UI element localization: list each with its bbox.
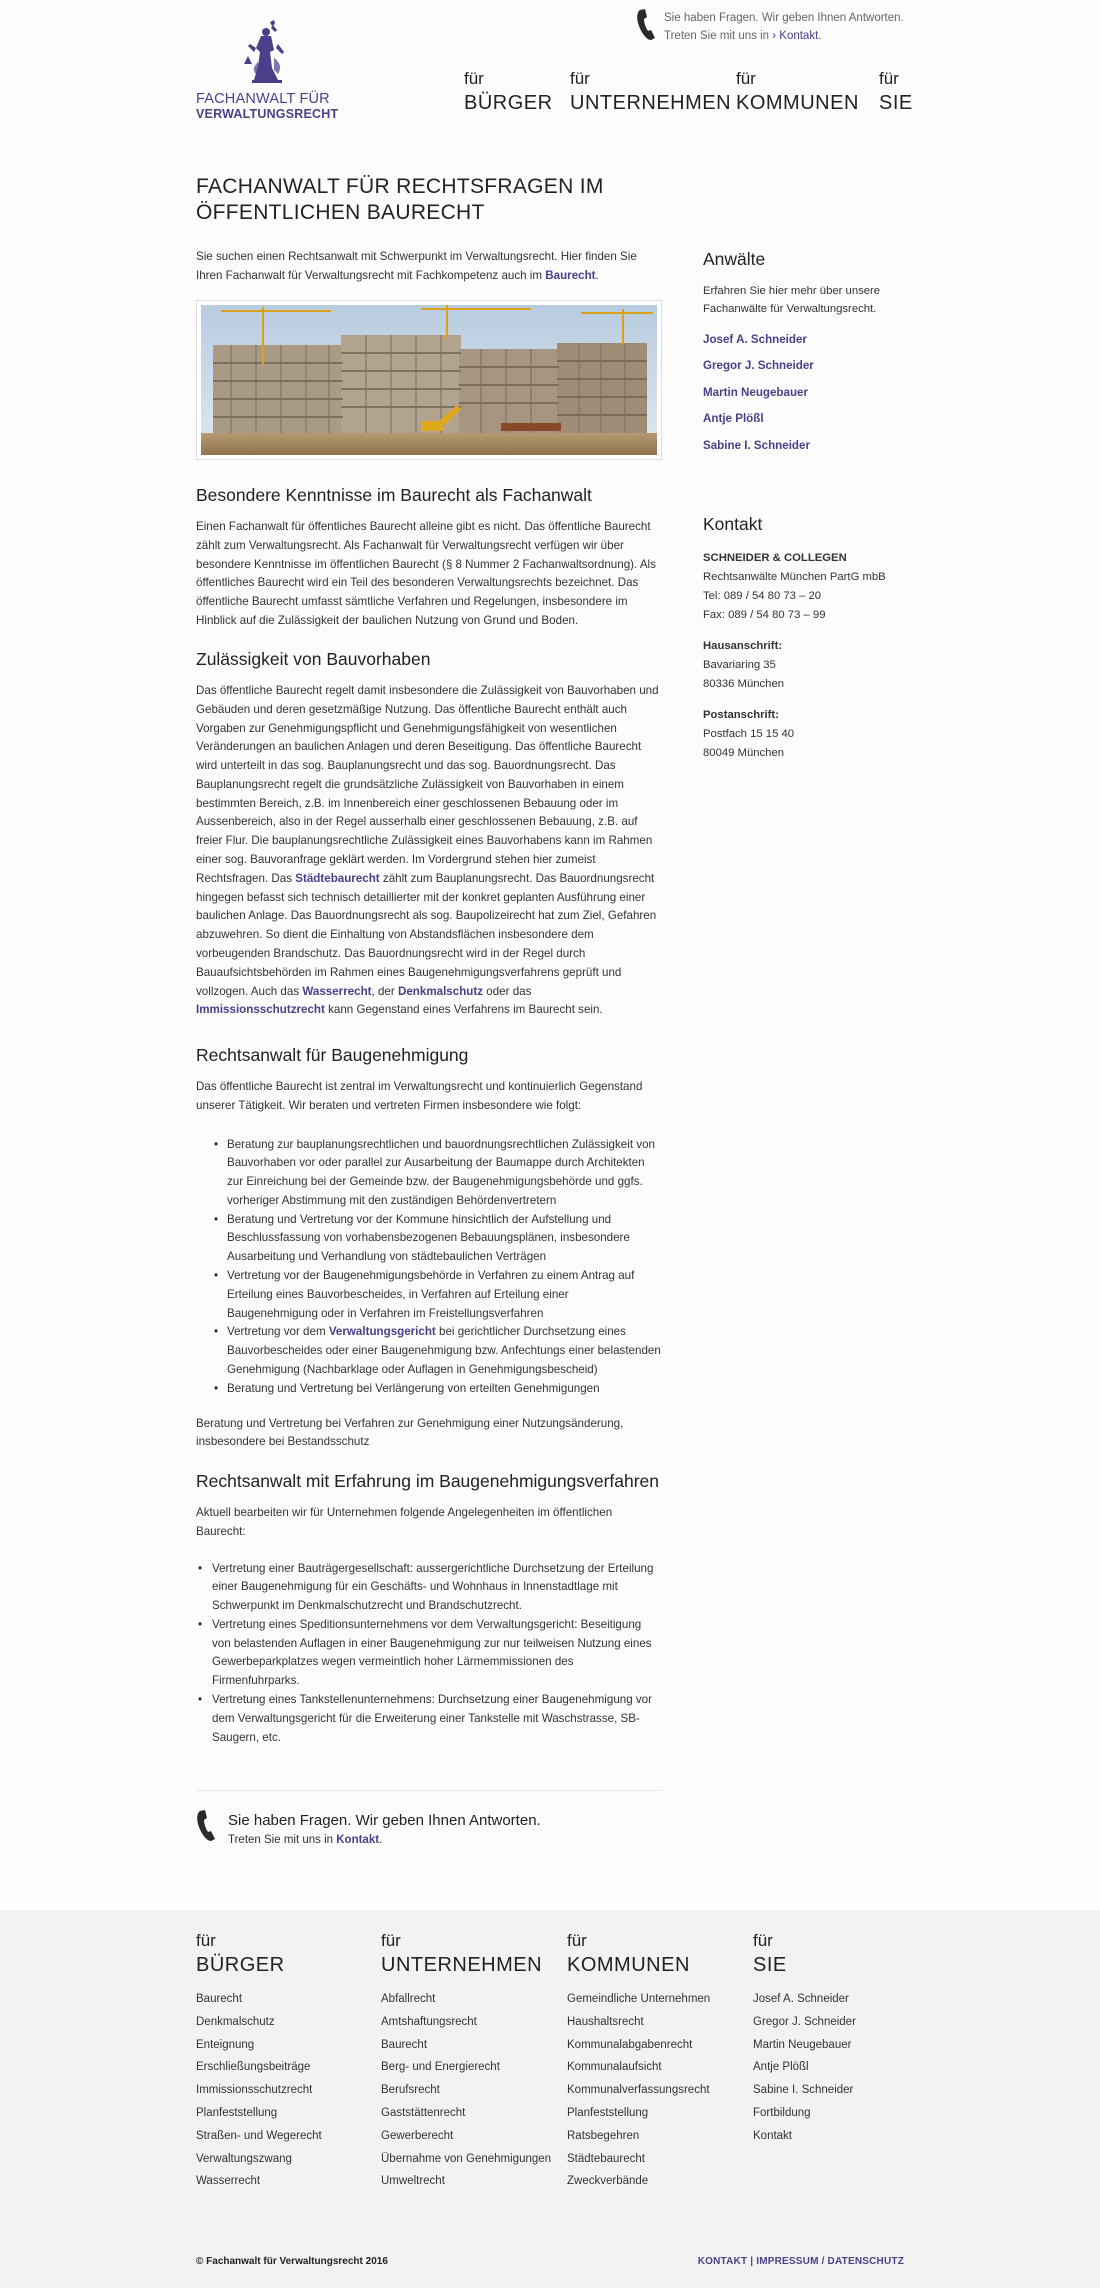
footer-link[interactable]: Städtebaurecht [567, 2152, 646, 2165]
text-part: Das öffentliche Baurecht regelt damit insbesondere die Zulässigkeit von Bauvorhaben und Gebäuden und deren gesetzmäßige Nutzung. Das öffentliche Baurecht enthält auch Vorgaben zur Genehmigungspflicht und Genehmigungsfähigkeit von wesentlichen Veränderungen an baulichen Anlagen und deren Beseitigung. Das öffentliche Baurecht wird unterteilt in das sog. Bauplanungsrecht und das sog. Bauordnungsrecht. Das Bauplanungsrecht regelt die grundsätzliche Zulässigkeit von Bauvorhaben in einem bestimmten Bereich, z.B. im Innenbereich einer geschlossenen Bebauung oder im Aussenbereich, also in der Regel ausserhalb einer geschlossenen Bebauung, z.B. auf freier Flur. Die bauplanungsrechtliche Zulässigkeit eines Bauvorhabens kann im Rahmen einer sog. Bauvoranfrage geklärt werden. Im Vordergrund stehen hier zumeist Rechtsfragen. Das [196, 684, 659, 885]
footer-link-list [567, 1988, 747, 2193]
footer-col-prefix: für [753, 1931, 773, 1950]
footer-link[interactable]: Planfeststellung [196, 2106, 278, 2119]
phone-icon [196, 1809, 218, 1843]
footer-col-prefix: für [567, 1931, 587, 1950]
link-staedtebaurecht[interactable]: Städtebaurecht [295, 871, 380, 885]
section-baugenehmigung [196, 1044, 662, 1452]
footer-link[interactable]: Josef A. Schneider [753, 1993, 849, 2005]
footer-link[interactable]: Gregor J. Schneider [753, 2015, 856, 2028]
footer-link[interactable]: Baurecht [196, 1993, 243, 2005]
footer-col-prefix: für [381, 1931, 401, 1950]
footer-link[interactable]: Wasserrecht [196, 2175, 261, 2188]
section-outro: Beratung und Vertretung bei Verfahren zur Genehmigung einer Nutzungsänderung, insbesondere bei Bestandsschutz [196, 1416, 624, 1449]
header-contact [636, 8, 966, 48]
site-footer [0, 1910, 1100, 2288]
cta-question: Sie haben Fragen. Wir geben Ihnen Antworten. [228, 1812, 541, 1829]
text-part: , der [371, 984, 395, 998]
logo-text-line1: FACHANWALT FÜR [196, 91, 330, 107]
list-item: • Vertretung eines Speditionsunternehmens vor dem Verwaltungsgericht: Beseitigung von belastenden Auflagen in einer Baugenehmigung zur nur teilweisen Nutzung eines Gewerbeparkplatzes wegen vermeintlich hoher Lärmemmissionen des Firmenfuhrparks. [196, 1616, 662, 1691]
hausanschrift-label: Hausanschrift: [703, 640, 783, 653]
main-content [196, 174, 662, 1744]
section-text [196, 682, 662, 1020]
footer-link[interactable]: Berg- und Energierecht [381, 2061, 500, 2074]
postanschrift-label: Postanschrift: [703, 709, 779, 722]
footer-kontakt-link[interactable]: KONTAKT [697, 2256, 748, 2267]
lawyer-link[interactable]: Antje Plößl [703, 412, 764, 426]
list-item: • Vertretung einer Bauträgergesellschaft: aussergerichtliche Durchsetzung der Erteilung einer Baugenehmigung für ein Geschäfts- und Wohnhaus in Innenstadtlage mit Schwerpunkt im Denkmalschutzrecht und Brandschutzrecht. [196, 1560, 662, 1616]
link-verwaltungsgericht[interactable]: Verwaltungsgericht [328, 1325, 436, 1339]
footer-link-list [753, 1988, 933, 2148]
section-text: Das öffentliche Baurecht ist zentral im Verwaltungsrecht und kontinuierlich Gegenstand unserer Tätigkeit. Wir beraten und vertreten Firmen insbesondere wie folgt: [196, 1080, 643, 1112]
header-contact-question: Sie haben Fragen. Wir geben Ihnen Antworten. [664, 12, 904, 24]
sidebar-anwaelte-text: Erfahren Sie hier mehr über unsere Fachanwälte für Verwaltungsrecht. [703, 285, 881, 316]
cta-prefix: Treten Sie mit uns in [228, 1834, 334, 1846]
footer-link[interactable]: Ratsbegehren [567, 2129, 640, 2142]
footer-link[interactable]: Kommunalabgabenrecht [567, 2038, 693, 2051]
footer-link[interactable]: Kommunalaufsicht [567, 2061, 662, 2074]
cases-list [196, 1560, 662, 1748]
nav-item-unternehmen[interactable] [570, 68, 731, 116]
sidebar-title-kontakt: Kontakt [703, 514, 763, 535]
lawyer-link[interactable]: Sabine I. Schneider [703, 438, 810, 452]
cta-invite [228, 1831, 382, 1850]
legal-separator: | [750, 2256, 754, 2267]
footer-link[interactable]: Straßen- und Wegerecht [196, 2129, 322, 2142]
nav-item-label: SIE [879, 92, 913, 114]
footer-col-prefix: für [196, 1931, 216, 1950]
list-item: • Beratung zur bauplanungsrechtlichen und bauordnungsrechtlichen Zulässigkeit von Bauvorhaben vor oder parallel zur Ausarbeitung der Baumappe durch Architekten zur Einreichung bei der Gemeinde bzw. der Baugenehmigungsbehörde und ggfs. vorheriger Abstimmung mit den zuständigen Behördenvertretern [196, 1136, 662, 1211]
nav-item-buerger[interactable] [464, 68, 553, 116]
nav-item-label: BÜRGER [464, 92, 553, 114]
firm-name: SCHNEIDER & COLLEGEN [703, 552, 847, 565]
footer-link[interactable]: Sabine I. Schneider [753, 2084, 854, 2097]
intro-text: Sie suchen einen Rechtsanwalt mit Schwerpunkt im Verwaltungsrecht. Hier finden Sie Ihren Fachanwalt für Verwaltungsrecht mit Fachkompetenz auch im [196, 250, 637, 282]
section-text: Aktuell bearbeiten wir für Unternehmen folgende Angelegenheiten im öffentlichen Baurecht: [196, 1506, 613, 1538]
footer-col-buerger [196, 1930, 376, 2193]
lawyer-link[interactable]: Gregor J. Schneider [703, 359, 814, 373]
logo-text-line2: VERWALTUNGSRECHT [196, 107, 339, 121]
section-kenntnisse [196, 484, 662, 631]
cta-contact-link[interactable]: Kontakt [336, 1834, 380, 1846]
footer-link[interactable]: Verwaltungszwang [196, 2152, 292, 2165]
footer-impressum-link[interactable]: IMPRESSUM / DATENSCHUTZ [756, 2256, 904, 2267]
footer-link[interactable]: Gewerberecht [381, 2129, 454, 2142]
text-part: oder das [486, 984, 532, 998]
cta-suffix: . [379, 1834, 383, 1846]
nav-item-prefix: für [736, 69, 756, 88]
footer-col-kommunen [567, 1930, 747, 2193]
nav-item-label: UNTERNEHMEN [570, 92, 732, 114]
section-zulaessigkeit [196, 648, 662, 1020]
hero-image [196, 300, 662, 460]
page-title-line2: ÖFFENTLICHEN BAURECHT [196, 201, 485, 224]
footer-col-unternehmen [381, 1930, 561, 2193]
text-part: zählt zum Bauplanungsrecht. Das Bauordnungsrecht hingegen befasst sich technisch detaillierter mit der konkret geplanten Ausführung einer baulichen Anlage. Das Bauordnungsrecht als sog. Baupolizeirecht hat zum Ziel, Gefahren abzuwehren. So dient die Einhaltung von Abstandsflächen insbesondere dem vorbeugenden Brandschutz. Das Bauordnungsrecht wird in der Regel durch Bauaufsichtsbehörden im Rahmen eines Baugenehmigungsverfahrens geprüft und vollzogen. Auch das [196, 871, 657, 998]
hausanschrift-city: 80336 München [703, 678, 785, 691]
header-contact-prefix: Treten Sie mit uns in [664, 30, 770, 42]
link-baurecht[interactable]: Baurecht [545, 268, 596, 282]
lawyer-link[interactable]: Josef A. Schneider [703, 332, 807, 346]
footer-col-title[interactable]: BÜRGER [196, 1954, 285, 1976]
link-immissionsschutzrecht[interactable]: Immissionsschutzrecht [196, 1003, 325, 1017]
justitia-logo-icon [244, 18, 290, 86]
footer-link[interactable]: Kommunalverfassungsrecht [567, 2084, 710, 2097]
footer-link[interactable]: Übernahme von Genehmigungen [381, 2152, 552, 2165]
nav-item-prefix: für [464, 69, 484, 88]
nav-item-prefix: für [570, 69, 590, 88]
postanschrift-city: 80049 München [703, 747, 785, 760]
footer-col-title[interactable]: KOMMUNEN [567, 1954, 690, 1976]
phone-number: Tel: 089 / 54 80 73 – 20 [703, 590, 822, 603]
list-item: • Vertretung vor der Baugenehmigungsbehörde in Verfahren zu einem Antrag auf Erteilung eines Bauvorbescheides, in Verfahren auf Erteilung einer Baugenehmigung oder in Verfahren im Freistellungsverfahren [196, 1267, 662, 1323]
footer-link[interactable]: Denkmalschutz [196, 2015, 275, 2028]
hausanschrift-street: Bavariaring 35 [703, 659, 776, 672]
phone-icon [636, 8, 658, 42]
footer-link[interactable]: Baurecht [381, 2038, 428, 2051]
lawyer-list [703, 327, 903, 460]
page-title [196, 174, 662, 226]
header-contact-link[interactable]: › Kontakt [772, 30, 819, 42]
header-contact-suffix: . [818, 30, 822, 42]
footer-col-title[interactable]: SIE [753, 1954, 787, 1976]
intro-end: . [595, 268, 599, 282]
fax-number: Fax: 089 / 54 80 73 – 99 [703, 609, 826, 622]
sidebar [703, 248, 903, 763]
lawyer-link[interactable]: Martin Neugebauer [703, 385, 809, 399]
section-title: Zulässigkeit von Bauvorhaben [196, 649, 431, 669]
contact-cta [196, 1790, 662, 1850]
construction-site-image [201, 305, 657, 455]
nav-item-kommunen[interactable] [736, 68, 859, 116]
section-text: Einen Fachanwalt für öffentliches Baurecht alleine gibt es nicht. Das öffentliche Baurecht zählt zum Verwaltungsrecht. Als Fachanwalt für Verwaltungsrecht verfügen wir über besondere Kenntnisse im öffentlichen Baurecht (§ 8 Nummer 2 Fachanwaltsordnung). Als öffentliches Baurecht wird ein Teil des besonderen Verwaltungsrechts bezeichnet. Das öffentliche Baurecht umfasst sämtliche Verfahren und Regelungen, insbesondere im Hinblick auf die Zulässigkeit der baulichen Nutzung von Grund und Boden. [196, 520, 656, 627]
link-denkmalschutz[interactable]: Denkmalschutz [397, 984, 484, 998]
footer-link[interactable]: Gemeindliche Unternehmen [567, 1993, 711, 2005]
service-list [196, 1136, 662, 1399]
footer-link[interactable]: Fortbildung [753, 2106, 811, 2119]
text-part: Vertretung vor dem [227, 1325, 326, 1339]
footer-link[interactable]: Abfallrecht [381, 1993, 436, 2005]
page-title-line1: FACHANWALT FÜR RECHTSFRAGEN IM [196, 175, 604, 198]
footer-link-list [196, 1988, 376, 2193]
footer-link[interactable]: Antje Plößl [753, 2061, 809, 2074]
link-wasserrecht[interactable]: Wasserrecht [302, 984, 372, 998]
footer-link[interactable]: Immissionsschutzrecht [196, 2084, 313, 2097]
footer-col-sie [753, 1930, 933, 2148]
copyright: © Fachanwalt für Verwaltungsrecht 2016 [196, 2256, 388, 2267]
nav-item-prefix: für [879, 69, 899, 88]
footer-link[interactable]: Haushaltsrecht [567, 2015, 644, 2028]
footer-link[interactable]: Kontakt [753, 2129, 792, 2142]
footer-link[interactable]: Martin Neugebauer [753, 2038, 852, 2051]
section-erfahrung [196, 1470, 662, 1747]
footer-col-title[interactable]: UNTERNEHMEN [381, 1954, 543, 1976]
footer-link[interactable]: Planfeststellung [567, 2106, 649, 2119]
footer-link-list [381, 1988, 561, 2193]
footer-link[interactable]: Zweckverbände [567, 2175, 649, 2188]
site-logo[interactable] [196, 18, 346, 128]
intro-paragraph [196, 248, 662, 286]
section-title: Rechtsanwalt für Baugenehmigung [196, 1045, 469, 1065]
footer-link[interactable]: Erschließungsbeiträge [196, 2061, 311, 2074]
footer-link[interactable]: Berufsrecht [381, 2084, 440, 2097]
list-item: • Beratung und Vertretung bei Verlängerung von erteilten Genehmigungen [196, 1380, 662, 1399]
contact-block [703, 549, 903, 763]
text-part: kann Gegenstand eines Verfahrens im Baurecht sein. [328, 1003, 603, 1017]
list-item: • Beratung und Vertretung vor der Kommune hinsichtlich der Aufstellung und Beschlussfassung von vorhabensbezogenen Bebauungsplänen, insbesondere Ausarbeitung und Verhandlung von städtebaulichen Verträgen [196, 1211, 662, 1267]
footer-link[interactable]: Amtshaftungsrecht [381, 2015, 477, 2028]
footer-link[interactable]: Gaststättenrecht [381, 2106, 466, 2119]
postanschrift-box: Postfach 15 15 40 [703, 728, 795, 741]
header-contact-cta [664, 26, 821, 46]
sidebar-title-anwaelte: Anwälte [703, 249, 766, 269]
nav-item-label: KOMMUNEN [736, 92, 859, 114]
footer-link[interactable]: Enteignung [196, 2038, 255, 2051]
nav-item-sie[interactable] [879, 68, 913, 116]
section-title: Besondere Kenntnisse im Baurecht als Fachanwalt [196, 485, 592, 505]
text-part: bei gerichtlicher Durchsetzung eines Bauvorbescheides oder einer Baugenehmigung bzw. Anfechtungs einer belastenden Genehmigung (Nachbarklage oder Auflagen in Genehmigungsbescheid) [227, 1325, 661, 1376]
firm-subtitle: Rechtsanwälte München PartG mbB [703, 571, 886, 584]
list-item: • Vertretung eines Tankstellenunternehmens: Durchsetzung einer Baugenehmigung vor dem Verwaltungsgericht für die Erweiterung einer Tankstelle mit Waschstrasse, SB-Saugern, etc. [196, 1691, 662, 1747]
list-item [196, 1323, 662, 1379]
legal-links [698, 2254, 904, 2270]
footer-link[interactable]: Umweltrecht [381, 2175, 445, 2188]
section-title: Rechtsanwalt mit Erfahrung im Baugenehmigungsverfahren [196, 1471, 660, 1491]
